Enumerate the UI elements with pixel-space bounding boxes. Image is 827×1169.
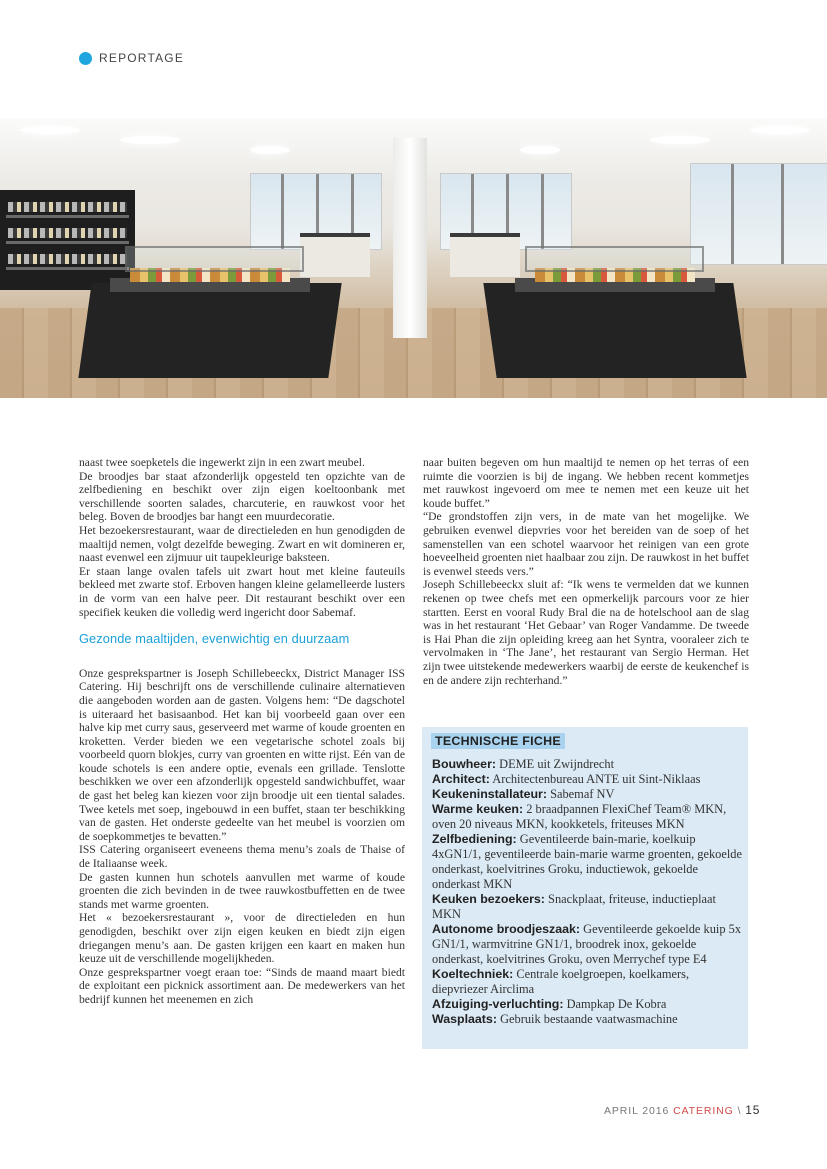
fiche-key: Autonome broodjeszaak: [432, 922, 581, 936]
footer-date: APRIL 2016 [604, 1105, 674, 1117]
photo-buffet-right [483, 283, 746, 378]
section-subheading: Gezonde maaltijden, evenwichtig en duurzaam [79, 631, 350, 647]
footer-separator: \ [733, 1105, 746, 1117]
technical-fiche-list [432, 757, 744, 1027]
fiche-item [432, 892, 744, 922]
paragraph: naar buiten begeven om hun maaltijd te nemen op het terras of een ruimte die voorzien is bij de ingang. We hebben recent kommetjes met rauwkost ingevoerd om mee te nemen met een keuze uit het koude buffet.” [423, 456, 749, 510]
article-left-column [79, 456, 405, 1007]
page-footer [604, 1103, 760, 1117]
fiche-key: Koeltechniek: [432, 967, 514, 981]
fiche-item [432, 997, 744, 1012]
fiche-item [432, 1012, 744, 1027]
fiche-key: Keuken bezoekers: [432, 892, 545, 906]
photo-window-far-right [690, 163, 827, 265]
paragraph: Het « bezoekersrestaurant », voor de directieleden en hun genodigden, beschikt over zijn eigen keuken en biedt zijn eigen driegangen menu’s aan. De gasten krijgen een kaart en maken hun keuze uit de verschillende mogelijkheden. [79, 911, 405, 966]
paragraph: ISS Catering organiseert eveneens thema menu’s zoals de Thaise of de Italiaanse week. [79, 843, 405, 871]
fiche-item [432, 772, 744, 787]
photo-pillar [393, 138, 427, 338]
fiche-value: Sabemaf NV [547, 787, 615, 801]
fiche-value: 2 braadpannen FlexiChef Team® MKN, oven 20 niveaus MKN, kookketels, friteuses MKN [432, 802, 727, 831]
fiche-key: Wasplaats: [432, 1012, 497, 1026]
fiche-item [432, 922, 744, 967]
fiche-key: Warme keuken: [432, 802, 524, 816]
fiche-value: Centrale koelgroepen, koelkamers, diepvriezer Airclima [432, 967, 690, 996]
fiche-key: Zelfbediening: [432, 832, 517, 846]
paragraph: Onze gesprekspartner is Joseph Schillebeeckx, District Manager ISS Catering. Hij beschrijft ons de verschillende culinaire alternatieven die aangeboden worden aan de gasten. Volgens hem: “De dagschotel is uiteraard het basisaanbod. Het kan bij voorbeeld gaan over een halve kip met curry saus, geserveerd met warme of koude groenten en kroketten. Verder bieden we een vegetarische schotel zoals bij voorbeeld quorn blokjes, curry van groenten en witte rijst. Eén van de koude schotels is een andere optie, evenals een grillade. Tenslotte beschikken we over een afzonderlijk opgesteld sandwichbuffet, waar de gast het beleg kan kiezen voor zijn broodje uit een tiental salades. Twee ketels met soep, ingebouwd in een buffet, staan ter beschikking van de gasten. Het onderste gedeelte van het meubel is voorzien om de soepkommetjes te bevatten.” [79, 666, 405, 843]
fiche-item [432, 967, 744, 997]
photo-shelf-wall [0, 190, 135, 290]
fiche-item [432, 757, 744, 772]
paragraph: Er staan lange ovalen tafels uit zwart hout met kleine fauteuils bekleed met zwarte stof. Erboven hangen kleine gelamelleerde lusters in de vorm van een halve peer. Dit restaurant beschikt over een specifiek keuken die volledig werd ingericht door Sabemaf. [79, 564, 405, 619]
fiche-key: Architect: [432, 772, 490, 786]
section-label: REPORTAGE [99, 51, 185, 65]
paragraph: De gasten kunnen hun schotels aanvullen met warme of koude groenten die zich bevinden in de twee rauwkostbuffetten en de twee stands met warme groenten. [79, 870, 405, 911]
paragraph: “De grondstoffen zijn vers, in de mate van het mogelijke. We gebruiken evenwel diepvries voor het bereiden van de soep of het samenstellen van een schotel waarvoor het reinigen van een grote hoeveelheid groenten niet haalbaar zou zijn. De rauwkost in het buffet is evenwel steeds vers.” [423, 510, 749, 578]
fiche-value: DEME uit Zwijndrecht [496, 757, 615, 771]
fiche-item [432, 802, 744, 832]
fiche-value: Architectenbureau ANTE uit Sint-Niklaas [489, 772, 701, 786]
fiche-value: Dampkap De Kobra [563, 997, 667, 1011]
fiche-key: Bouwheer: [432, 757, 497, 771]
paragraph: Onze gesprekspartner voegt eraan toe: “Sinds de maand maart biedt de exploitant een picknick assortiment aan. De medewerkers van het bedrijf kunnen het meenemen en zich [79, 965, 405, 1006]
footer-brand: CATERING [673, 1105, 734, 1117]
paragraph: Joseph Schillebeeckx sluit af: “Ik wens te vermelden dat we kunnen rekenen op twee chefs met een opmerkelijk parcours voor ze hier startten. Eerst en vooral Rudy Bral die na de hotelschool aan de slag was in het restaurant ‘Het Gebaar’ van Roger Vandamme. De tweede is Hai Phan die zijn opleiding kreeg aan het Syntra, vooraleer zich te vervolmaken in ‘The Jane’, het restaurant van Sergio Herman. Het zijn twee uitstekende medewerkers waarbij de eerste de keukenchef is en de andere zijn rechterhand.” [423, 578, 749, 687]
section-dot-icon [79, 52, 92, 65]
fiche-value: Geventileerde gekoelde kuip 5x GN1/1, warmvitrine GN1/1, broodrek inox, gekoelde onderkast, koelvitrines Groku, oven Merrychef type E4 [432, 922, 742, 966]
paragraph: Het bezoekersrestaurant, waar de directieleden en hun genodigden de maaltijd nemen, volgt dezelfde beweging. Zwart en wit domineren er, naast evenwel een zijmuur uit taupekleurige baksteen. [79, 523, 405, 565]
fiche-item [432, 832, 744, 892]
technical-fiche-title: TECHNISCHE FICHE [431, 733, 565, 749]
fiche-key: Afzuiging-verluchting: [432, 997, 564, 1011]
fiche-value: Gebruik bestaande vaatwasmachine [496, 1012, 678, 1026]
section-tag [79, 51, 184, 65]
fiche-value: Snackplaat, friteuse, inductieplaat MKN [432, 892, 716, 921]
paragraph: naast twee soepketels die ingewerkt zijn in een zwart meubel. [79, 456, 365, 469]
photo-buffet-left [78, 283, 341, 378]
paragraph: De broodjes bar staat afzonderlijk opgesteld ten opzichte van de zelfbediening en beschikt over zijn eigen koeltoonbank met verschillende soorten salades, charcuterie, en rauwkost voor het beleg. Boven de broodjes bar hangt een muurdecoratie. [79, 469, 405, 524]
restaurant-photo [0, 118, 827, 398]
page-number: 15 [745, 1103, 761, 1117]
fiche-key: Keukeninstallateur: [432, 787, 547, 801]
technical-fiche-box [422, 727, 748, 1049]
fiche-item [432, 787, 744, 802]
fiche-value: Geventileerde bain-marie, koelkuip 4xGN1/1, geventileerde bain-marie warme groenten, gekoelde onderkast, koelvitrines Groku, inductiewok, gekoelde onderkast MKN [432, 832, 742, 891]
article-right-column [423, 456, 749, 687]
